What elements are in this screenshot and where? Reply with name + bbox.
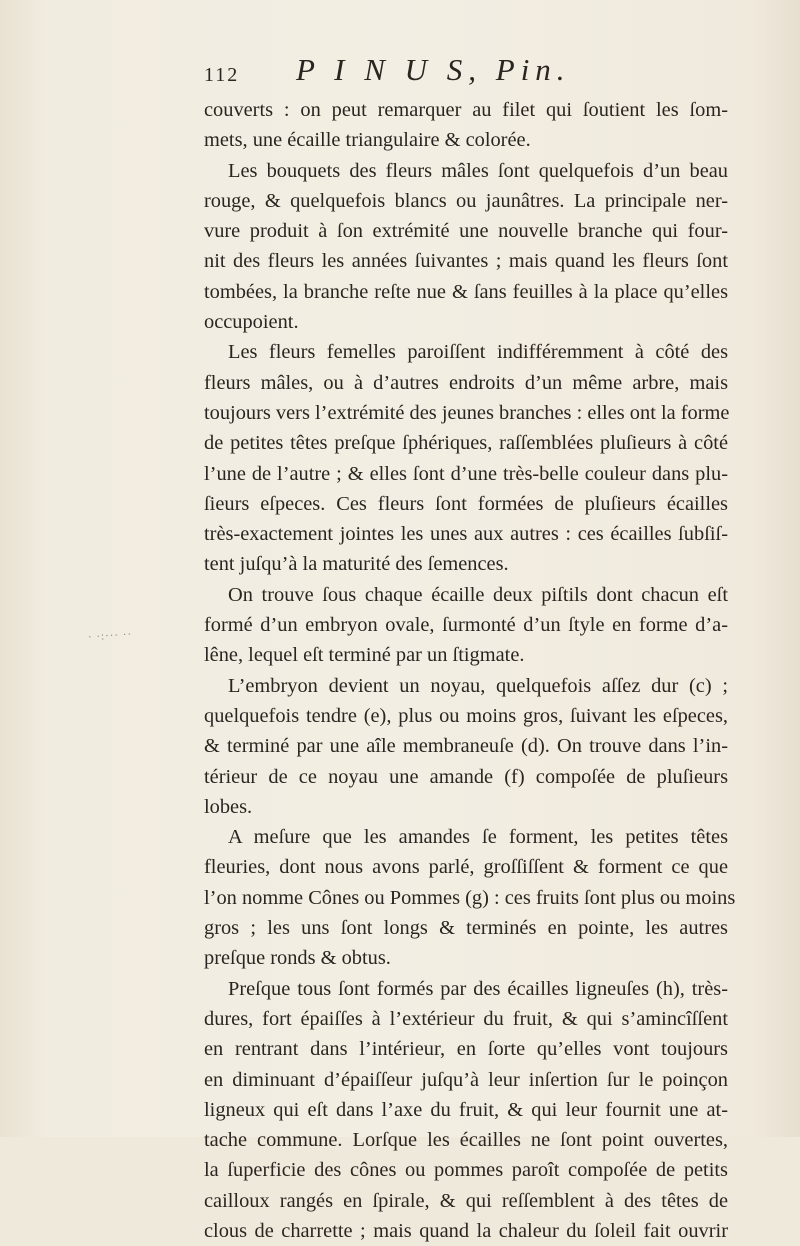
text-line: gros ; les uns ſont longs & terminés en pointe, les autres	[204, 917, 728, 940]
text-line: rouge, & quelquefois blancs ou jaunâtres. La principale ner-	[204, 189, 728, 212]
text-line: ligneux qui eſt dans l’axe du fruit, & qui leur fournit une at-	[204, 1098, 728, 1121]
text-line: fleurs mâles, ou à d’autres endroits d’un même arbre, mais	[204, 371, 728, 394]
text-line: lêne, lequel eſt terminé par un ſtigmate.	[204, 644, 525, 667]
text-line: l’on nomme Cônes ou Pommes (g) : ces fruits ſont plus ou moins	[204, 886, 736, 909]
text-line: dures, fort épaiſſes à l’extérieur du fruit, & qui s’amincîſſent	[204, 1007, 728, 1030]
body-text	[204, 95, 736, 1246]
margin-annotation: · ·:··· ··	[87, 628, 133, 644]
text-line: Les fleurs femelles paroiſſent indifféremment à côté des	[228, 341, 728, 364]
text-line: quelquefois tendre (e), plus ou moins gros, ſuivant les eſpeces,	[204, 704, 728, 727]
text-line: tent juſqu’à la maturité des ſemences.	[204, 553, 509, 576]
text-line: toujours vers l’extrémité des jeunes branches : elles ont la forme	[204, 401, 730, 424]
text-line: de petites têtes preſque ſphériques, raſſemblées pluſieurs à côté	[204, 432, 728, 455]
text-line: en rentrant dans l’intérieur, en ſorte qu’elles vont toujours	[204, 1038, 728, 1061]
running-title: P I N U S, Pin.	[296, 52, 571, 87]
text-line: cailloux rangés en ſpirale, & qui reſſemblent à des têtes de	[204, 1189, 728, 1212]
text-line: formé d’un embryon ovale, ſurmonté d’un ſtyle en forme d’a-	[204, 614, 728, 637]
text-line: couverts : on peut remarquer au filet qui ſoutient les ſom-	[204, 99, 728, 121]
text-line: nit des fleurs les années ſuivantes ; mais quand les fleurs ſont	[204, 250, 728, 273]
text-line: A meſure que les amandes ſe forment, les petites têtes	[228, 826, 728, 849]
text-line: Preſque tous ſont formés par des écailles ligneuſes (h), très-	[228, 977, 728, 1000]
text-line: l’une de l’autre ; & elles ſont d’une très-belle couleur dans plu-	[204, 462, 728, 485]
text-line: L’embryon devient un noyau, quelquefois aſſez dur (c) ;	[228, 674, 728, 697]
text-line: occupoient.	[204, 311, 299, 334]
text-line: Les bouquets des fleurs mâles ſont quelquefois d’un beau	[228, 159, 728, 182]
text-line: On trouve ſous chaque écaille deux piſtils dont chacun eſt	[228, 583, 728, 606]
text-line: térieur de ce noyau une amande (f) compoſée de pluſieurs	[204, 765, 728, 788]
text-line: lobes.	[204, 795, 253, 818]
text-line: très-exactement jointes les unes aux autres : ces écailles ſubſiſ-	[204, 523, 728, 546]
page-header	[204, 52, 724, 92]
text-line: preſque ronds & obtus.	[204, 947, 391, 970]
text-line: fleuries, dont nous avons parlé, groſſiſſent & forment ce que	[204, 856, 728, 879]
page-number: 112	[204, 64, 240, 86]
text-line: ſieurs eſpeces. Ces fleurs ſont formées de pluſieurs écailles	[204, 492, 728, 515]
text-line: vure produit à ſon extrémité une nouvelle branche qui four-	[204, 220, 728, 243]
text-line: clous de charrette ; mais quand la chaleur du ſoleil fait ouvrir	[204, 1219, 728, 1242]
text-line: & terminé par une aîle membraneuſe (d). On trouve dans l’in-	[204, 735, 728, 758]
text-line: tombées, la branche reſte nue & ſans feuilles à la place qu’elles	[204, 280, 728, 303]
text-line: tache commune. Lorſque les écailles ne ſont point ouvertes,	[204, 1129, 728, 1152]
text-line: mets, une écaille triangulaire & colorée.	[204, 129, 531, 152]
text-line: en diminuant d’épaiſſeur juſqu’à leur inſertion ſur le poinçon	[204, 1068, 728, 1091]
text-line: la ſuperficie des cônes ou pommes paroît compoſée de petits	[204, 1159, 728, 1182]
